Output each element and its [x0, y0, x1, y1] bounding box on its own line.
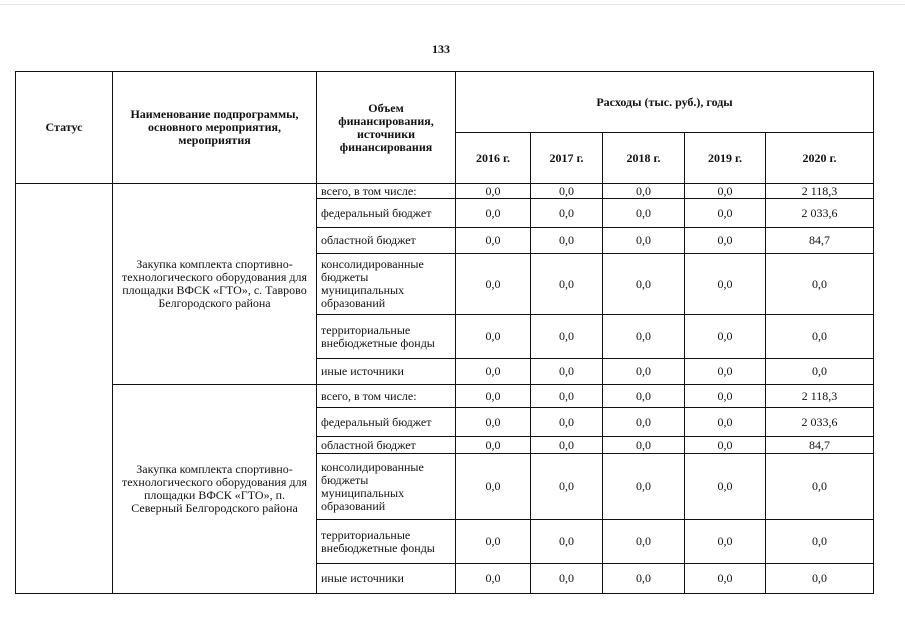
value-cell: 0,0: [766, 254, 874, 315]
source-label: всего, в том числе:: [317, 184, 456, 199]
header-year: 2018 г.: [603, 133, 685, 184]
value-cell: 0,0: [603, 520, 685, 564]
header-row: [16, 72, 874, 133]
value-cell: 0,0: [531, 254, 603, 315]
header-name: Наименование подпрограммы, основного мероприятия, мероприятия: [113, 72, 317, 184]
value-cell: 0,0: [456, 254, 531, 315]
value-cell: 0,0: [531, 437, 603, 454]
value-cell: 0,0: [456, 228, 531, 254]
value-cell: 0,0: [603, 385, 685, 408]
value-cell: 0,0: [456, 454, 531, 520]
value-cell: 0,0: [685, 184, 766, 199]
source-label: консолидированные бюджеты муниципальных образований: [317, 454, 456, 520]
value-cell: 0,0: [531, 184, 603, 199]
event-name: Закупка комплекта спортивно-технологического оборудования для площадки ВФСК «ГТО», п. Северный Белгородского района: [113, 385, 317, 594]
value-cell: 0,0: [685, 315, 766, 359]
table-row: [16, 385, 874, 408]
value-cell: 0,0: [766, 359, 874, 385]
source-label: иные источники: [317, 359, 456, 385]
value-cell: 2 118,3: [766, 184, 874, 199]
value-cell: 0,0: [685, 385, 766, 408]
scan-edge-line: [0, 4, 905, 5]
value-cell: 0,0: [685, 437, 766, 454]
source-label: территориальные внебюджетные фонды: [317, 315, 456, 359]
value-cell: 0,0: [603, 408, 685, 437]
value-cell: 0,0: [603, 359, 685, 385]
value-cell: 0,0: [531, 408, 603, 437]
value-cell: 0,0: [456, 199, 531, 228]
value-cell: 0,0: [603, 228, 685, 254]
value-cell: 0,0: [531, 520, 603, 564]
source-label: всего, в том числе:: [317, 385, 456, 408]
value-cell: 0,0: [685, 199, 766, 228]
value-cell: 2 033,6: [766, 408, 874, 437]
value-cell: 0,0: [603, 437, 685, 454]
value-cell: 0,0: [603, 254, 685, 315]
value-cell: 0,0: [603, 184, 685, 199]
header-year: 2019 г.: [685, 133, 766, 184]
value-cell: 0,0: [685, 520, 766, 564]
value-cell: 0,0: [685, 408, 766, 437]
value-cell: 0,0: [531, 315, 603, 359]
value-cell: 0,0: [685, 228, 766, 254]
page-number: 133: [432, 42, 450, 56]
value-cell: 0,0: [766, 454, 874, 520]
source-label: федеральный бюджет: [317, 408, 456, 437]
value-cell: 0,0: [531, 199, 603, 228]
value-cell: 0,0: [766, 564, 874, 594]
value-cell: 0,0: [531, 359, 603, 385]
header-status: Статус: [16, 72, 113, 184]
value-cell: 0,0: [603, 564, 685, 594]
source-label: консолидированные бюджеты муниципальных образований: [317, 254, 456, 315]
value-cell: 0,0: [456, 564, 531, 594]
header-volume: Объем финансирования, источники финансирования: [317, 72, 456, 184]
value-cell: 0,0: [685, 564, 766, 594]
value-cell: 0,0: [531, 454, 603, 520]
value-cell: 0,0: [531, 228, 603, 254]
value-cell: 0,0: [685, 454, 766, 520]
status-cell: [16, 184, 113, 594]
value-cell: 0,0: [603, 315, 685, 359]
event-name: Закупка комплекта спортивно-технологического оборудования для площадки ВФСК «ГТО», с. Таврово Белгородского района: [113, 184, 317, 385]
value-cell: 0,0: [766, 520, 874, 564]
budget-table: [15, 71, 874, 594]
value-cell: 0,0: [456, 315, 531, 359]
header-year: 2017 г.: [531, 133, 603, 184]
source-label: иные источники: [317, 564, 456, 594]
source-label: областной бюджет: [317, 228, 456, 254]
value-cell: 0,0: [685, 359, 766, 385]
value-cell: 0,0: [456, 385, 531, 408]
source-label: областной бюджет: [317, 437, 456, 454]
value-cell: 84,7: [766, 228, 874, 254]
value-cell: 0,0: [456, 184, 531, 199]
value-cell: 0,0: [456, 408, 531, 437]
header-year: 2020 г.: [766, 133, 874, 184]
source-label: федеральный бюджет: [317, 199, 456, 228]
value-cell: 2 118,3: [766, 385, 874, 408]
value-cell: 0,0: [456, 437, 531, 454]
value-cell: 0,0: [603, 199, 685, 228]
value-cell: 0,0: [456, 520, 531, 564]
table-row: [16, 184, 874, 199]
value-cell: 2 033,6: [766, 199, 874, 228]
header-expenses: Расходы (тыс. руб.), годы: [456, 72, 874, 133]
value-cell: 0,0: [766, 315, 874, 359]
value-cell: 0,0: [531, 564, 603, 594]
header-year: 2016 г.: [456, 133, 531, 184]
value-cell: 0,0: [531, 385, 603, 408]
source-label: территориальные внебюджетные фонды: [317, 520, 456, 564]
value-cell: 0,0: [685, 254, 766, 315]
value-cell: 84,7: [766, 437, 874, 454]
value-cell: 0,0: [456, 359, 531, 385]
value-cell: 0,0: [603, 454, 685, 520]
